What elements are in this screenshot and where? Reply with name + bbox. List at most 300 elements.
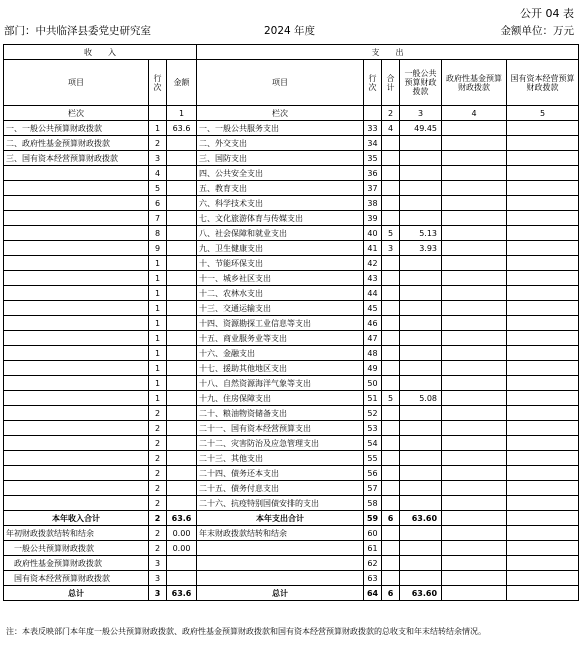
table-row	[4, 406, 579, 421]
state-capital-cell	[507, 136, 579, 151]
state-capital-cell	[507, 196, 579, 211]
table-row	[4, 301, 579, 316]
table-row	[4, 256, 579, 271]
income-item-cell	[4, 181, 149, 196]
total-cell	[382, 271, 400, 286]
table-row	[4, 166, 579, 181]
public-budget-cell	[400, 406, 442, 421]
income-amount-cell	[167, 301, 197, 316]
gov-fund-cell	[442, 511, 507, 526]
expense-rowno-cell: 63	[364, 571, 382, 586]
gov-fund-cell	[442, 571, 507, 586]
income-item-cell	[4, 496, 149, 511]
income-rowno-cell: 2	[149, 421, 167, 436]
table-row	[4, 361, 579, 376]
public-budget-cell	[400, 376, 442, 391]
income-item-cell: 政府性基金预算财政拨款	[4, 556, 149, 571]
public-budget-cell	[400, 556, 442, 571]
income-amount-cell: 63.6	[167, 121, 197, 136]
gov-fund-cell	[442, 586, 507, 601]
expense-item-cell: 十二、农林水支出	[197, 286, 364, 301]
income-amount-cell	[167, 316, 197, 331]
income-rowno-cell: 6	[149, 196, 167, 211]
income-item-cell	[4, 196, 149, 211]
public-budget-cell	[400, 136, 442, 151]
income-item-cell	[4, 256, 149, 271]
total-cell	[382, 316, 400, 331]
income-rowno-cell: 1	[149, 331, 167, 346]
expense-item-cell: 十一、城乡社区支出	[197, 271, 364, 286]
index-5: 5	[507, 106, 579, 121]
table-row	[4, 481, 579, 496]
public-budget-cell: 3.93	[400, 241, 442, 256]
expense-group-header: 支 出	[197, 45, 579, 60]
gov-fund-cell	[442, 421, 507, 436]
state-capital-cell	[507, 406, 579, 421]
table-row	[4, 286, 579, 301]
gov-fund-cell	[442, 481, 507, 496]
expense-rowno-cell: 37	[364, 181, 382, 196]
income-amount-cell	[167, 286, 197, 301]
total-cell	[382, 256, 400, 271]
income-amount-cell	[167, 166, 197, 181]
expense-rowno-cell: 44	[364, 286, 382, 301]
total-cell: 5	[382, 226, 400, 241]
total-cell	[382, 526, 400, 541]
income-amount-cell: 0.00	[167, 526, 197, 541]
income-item-cell	[4, 166, 149, 181]
expense-rowno-cell: 62	[364, 556, 382, 571]
income-rowno-cell: 1	[149, 376, 167, 391]
income-rowno-cell: 7	[149, 211, 167, 226]
expense-rowno-cell: 60	[364, 526, 382, 541]
table-row	[4, 511, 579, 526]
expense-rowno-cell: 46	[364, 316, 382, 331]
income-rowno-cell: 5	[149, 181, 167, 196]
state-capital-cell	[507, 361, 579, 376]
state-capital-cell	[507, 436, 579, 451]
table-row	[4, 271, 579, 286]
total-cell	[382, 571, 400, 586]
income-rowno-cell: 2	[149, 541, 167, 556]
state-capital-cell	[507, 451, 579, 466]
public-budget-cell	[400, 346, 442, 361]
income-rowno-cell: 3	[149, 151, 167, 166]
income-item-cell	[4, 271, 149, 286]
income-rowno-header: 行次	[149, 60, 167, 106]
total-cell	[382, 331, 400, 346]
expense-rowno-cell: 39	[364, 211, 382, 226]
expense-item-cell: 本年支出合计	[197, 511, 364, 526]
state-capital-cell	[507, 121, 579, 136]
income-item-cell	[4, 286, 149, 301]
expense-rowno-cell: 58	[364, 496, 382, 511]
public-budget-cell: 63.60	[400, 511, 442, 526]
expense-item-cell: 总计	[197, 586, 364, 601]
income-rowno-cell: 3	[149, 571, 167, 586]
income-rowno-cell: 9	[149, 241, 167, 256]
gov-fund-cell	[442, 346, 507, 361]
public-budget-cell	[400, 286, 442, 301]
income-amount-cell: 0.00	[167, 541, 197, 556]
income-rowno-cell: 1	[149, 121, 167, 136]
gov-fund-cell	[442, 466, 507, 481]
income-amount-cell	[167, 181, 197, 196]
expense-item-cell: 十三、交通运输支出	[197, 301, 364, 316]
gov-fund-cell	[442, 226, 507, 241]
income-amount-cell	[167, 361, 197, 376]
gov-fund-cell	[442, 451, 507, 466]
expense-item-cell	[197, 571, 364, 586]
total-cell	[382, 466, 400, 481]
income-rowno-cell: 1	[149, 256, 167, 271]
income-amount-cell	[167, 226, 197, 241]
income-item-cell: 一、一般公共预算财政拨款	[4, 121, 149, 136]
expense-item-cell: 二十五、债务付息支出	[197, 481, 364, 496]
table-row	[4, 556, 579, 571]
gov-fund-cell	[442, 541, 507, 556]
public-budget-cell: 63.60	[400, 586, 442, 601]
expense-rowno-cell: 55	[364, 451, 382, 466]
public-budget-cell	[400, 541, 442, 556]
public-budget-cell	[400, 481, 442, 496]
state-capital-cell	[507, 391, 579, 406]
expense-item-cell: 十九、住房保障支出	[197, 391, 364, 406]
expense-item-cell: 二十三、其他支出	[197, 451, 364, 466]
index-label-income: 栏次	[4, 106, 149, 121]
table-row	[4, 451, 579, 466]
income-amount-cell: 63.6	[167, 586, 197, 601]
total-cell	[382, 301, 400, 316]
state-capital-cell	[507, 586, 579, 601]
income-amount-cell	[167, 571, 197, 586]
public-budget-cell	[400, 316, 442, 331]
expense-item-cell: 六、科学技术支出	[197, 196, 364, 211]
income-item-cell	[4, 316, 149, 331]
expense-item-cell: 八、社会保障和就业支出	[197, 226, 364, 241]
table-row	[4, 196, 579, 211]
gov-fund-cell	[442, 526, 507, 541]
expense-item-cell: 十七、援助其他地区支出	[197, 361, 364, 376]
total-header: 合计	[382, 60, 400, 106]
expense-item-cell: 十、节能环保支出	[197, 256, 364, 271]
income-amount-cell	[167, 241, 197, 256]
income-rowno-cell: 2	[149, 406, 167, 421]
public-budget-cell: 5.13	[400, 226, 442, 241]
income-item-cell	[4, 241, 149, 256]
income-amount-cell	[167, 436, 197, 451]
state-capital-cell	[507, 166, 579, 181]
total-cell	[382, 361, 400, 376]
gov-fund-cell	[442, 196, 507, 211]
total-cell	[382, 481, 400, 496]
public-budget-cell	[400, 196, 442, 211]
expense-rowno-cell: 61	[364, 541, 382, 556]
expense-rowno-cell: 38	[364, 196, 382, 211]
income-amount-cell	[167, 211, 197, 226]
gov-fund-cell	[442, 271, 507, 286]
table-row	[4, 436, 579, 451]
public-budget-cell	[400, 256, 442, 271]
total-cell	[382, 286, 400, 301]
public-budget-cell	[400, 466, 442, 481]
income-item-cell: 三、国有资本经营预算财政拨款	[4, 151, 149, 166]
index-4: 4	[442, 106, 507, 121]
expense-rowno-cell: 47	[364, 331, 382, 346]
income-item-cell	[4, 406, 149, 421]
income-rowno-cell: 2	[149, 466, 167, 481]
table-row	[4, 346, 579, 361]
gov-fund-cell	[442, 121, 507, 136]
public-budget-cell	[400, 436, 442, 451]
income-rowno-cell: 1	[149, 316, 167, 331]
state-capital-cell	[507, 421, 579, 436]
public-budget-cell	[400, 151, 442, 166]
income-item-cell: 总计	[4, 586, 149, 601]
state-capital-cell	[507, 376, 579, 391]
public-budget-cell	[400, 271, 442, 286]
index-1: 1	[167, 106, 197, 121]
public-budget-cell	[400, 331, 442, 346]
table-row	[4, 421, 579, 436]
expense-rowno-cell: 42	[364, 256, 382, 271]
public-budget-cell	[400, 571, 442, 586]
table-row	[4, 541, 579, 556]
state-capital-cell	[507, 226, 579, 241]
income-amount-cell	[167, 151, 197, 166]
table-row	[4, 466, 579, 481]
expense-rowno-header: 行次	[364, 60, 382, 106]
total-cell	[382, 556, 400, 571]
expense-item-cell: 十六、金融支出	[197, 346, 364, 361]
table-row	[4, 571, 579, 586]
income-rowno-cell: 2	[149, 451, 167, 466]
gov-fund-header: 政府性基金预算财政拨款	[442, 60, 507, 106]
gov-fund-cell	[442, 406, 507, 421]
gov-fund-cell	[442, 391, 507, 406]
gov-fund-cell	[442, 376, 507, 391]
income-item-cell	[4, 331, 149, 346]
income-item-cell	[4, 361, 149, 376]
state-capital-cell	[507, 271, 579, 286]
state-capital-cell	[507, 331, 579, 346]
expense-rowno-cell: 64	[364, 586, 382, 601]
table-row	[4, 496, 579, 511]
table-row	[4, 136, 579, 151]
income-amount-cell	[167, 406, 197, 421]
state-capital-cell	[507, 151, 579, 166]
expense-item-cell: 十五、商业服务业等支出	[197, 331, 364, 346]
income-amount-cell	[167, 496, 197, 511]
income-amount-cell	[167, 256, 197, 271]
income-rowno-cell: 2	[149, 526, 167, 541]
income-rowno-cell: 1	[149, 361, 167, 376]
state-capital-cell	[507, 211, 579, 226]
income-rowno-cell: 3	[149, 556, 167, 571]
income-rowno-cell: 3	[149, 586, 167, 601]
expense-item-cell: 二十六、抗疫特别国债安排的支出	[197, 496, 364, 511]
expense-rowno-cell: 51	[364, 391, 382, 406]
budget-table	[3, 44, 579, 601]
gov-fund-cell	[442, 166, 507, 181]
expense-item-cell: 年末财政拨款结转和结余	[197, 526, 364, 541]
income-item-cell	[4, 376, 149, 391]
income-amount-cell	[167, 556, 197, 571]
income-item-cell	[4, 466, 149, 481]
income-rowno-cell: 2	[149, 136, 167, 151]
public-budget-cell	[400, 301, 442, 316]
expense-item-cell: 二十二、灾害防治及应急管理支出	[197, 436, 364, 451]
index-3: 3	[400, 106, 442, 121]
income-item-cell: 一般公共预算财政拨款	[4, 541, 149, 556]
public-budget-header: 一般公共预算财政拨款	[400, 60, 442, 106]
gov-fund-cell	[442, 361, 507, 376]
total-cell	[382, 166, 400, 181]
table-row	[4, 151, 579, 166]
total-cell	[382, 211, 400, 226]
public-budget-cell	[400, 181, 442, 196]
income-item-cell: 本年收入合计	[4, 511, 149, 526]
state-capital-cell	[507, 511, 579, 526]
income-item-cell	[4, 346, 149, 361]
expense-rowno-cell: 40	[364, 226, 382, 241]
state-capital-cell	[507, 496, 579, 511]
total-cell	[382, 451, 400, 466]
public-budget-cell	[400, 451, 442, 466]
expense-rowno-cell: 59	[364, 511, 382, 526]
income-rowno-cell: 1	[149, 346, 167, 361]
income-amount-cell	[167, 481, 197, 496]
total-cell	[382, 376, 400, 391]
expense-rowno-cell: 53	[364, 421, 382, 436]
gov-fund-cell	[442, 331, 507, 346]
gov-fund-cell	[442, 286, 507, 301]
table-row	[4, 241, 579, 256]
total-cell: 3	[382, 241, 400, 256]
total-cell	[382, 136, 400, 151]
income-item-cell	[4, 226, 149, 241]
income-amount-header: 金额	[167, 60, 197, 106]
income-rowno-cell: 4	[149, 166, 167, 181]
public-budget-cell: 49.45	[400, 121, 442, 136]
income-amount-cell	[167, 346, 197, 361]
gov-fund-cell	[442, 556, 507, 571]
state-capital-cell	[507, 256, 579, 271]
expense-rowno-cell: 54	[364, 436, 382, 451]
index-2: 2	[382, 106, 400, 121]
expense-rowno-cell: 33	[364, 121, 382, 136]
table-row	[4, 211, 579, 226]
gov-fund-cell	[442, 301, 507, 316]
expense-rowno-cell: 41	[364, 241, 382, 256]
table-row	[4, 331, 579, 346]
expense-rowno-cell: 49	[364, 361, 382, 376]
income-item-cell: 年初财政拨款结转和结余	[4, 526, 149, 541]
state-capital-cell	[507, 181, 579, 196]
expense-item-cell	[197, 541, 364, 556]
footnote: 注：本表反映部门本年度一般公共预算财政拨款、政府性基金预算财政拨款和国有资本经营预算财政拨款的总收支和年末结转结余情况。	[6, 627, 486, 636]
income-group-header: 收 入	[4, 45, 197, 60]
expense-rowno-cell: 50	[364, 376, 382, 391]
gov-fund-cell	[442, 316, 507, 331]
table-row	[4, 376, 579, 391]
expense-rowno-cell: 35	[364, 151, 382, 166]
gov-fund-cell	[442, 436, 507, 451]
gov-fund-cell	[442, 151, 507, 166]
public-budget-cell	[400, 421, 442, 436]
total-cell	[382, 496, 400, 511]
income-item-cell: 国有资本经营预算财政拨款	[4, 571, 149, 586]
total-cell: 6	[382, 511, 400, 526]
income-amount-cell	[167, 451, 197, 466]
income-rowno-cell: 2	[149, 511, 167, 526]
expense-rowno-cell: 48	[364, 346, 382, 361]
gov-fund-cell	[442, 496, 507, 511]
fiscal-year: 2024 年度	[264, 25, 316, 37]
expense-item-cell: 五、教育支出	[197, 181, 364, 196]
state-capital-cell	[507, 526, 579, 541]
state-capital-cell	[507, 481, 579, 496]
income-rowno-cell: 2	[149, 496, 167, 511]
public-budget-cell	[400, 526, 442, 541]
income-amount-cell	[167, 136, 197, 151]
income-rowno-cell: 1	[149, 301, 167, 316]
state-capital-header: 国有资本经营预算财政拨款	[507, 60, 579, 106]
income-item-cell	[4, 481, 149, 496]
expense-item-cell: 十八、自然资源海洋气象等支出	[197, 376, 364, 391]
expense-rowno-cell: 56	[364, 466, 382, 481]
total-cell: 6	[382, 586, 400, 601]
state-capital-cell	[507, 571, 579, 586]
income-rowno-cell: 2	[149, 436, 167, 451]
index-row	[4, 106, 579, 121]
group-header-row	[4, 45, 579, 60]
report-header	[4, 23, 578, 38]
income-amount-cell: 63.6	[167, 511, 197, 526]
public-budget-cell	[400, 211, 442, 226]
total-cell	[382, 196, 400, 211]
income-item-cell: 二、政府性基金预算财政拨款	[4, 136, 149, 151]
public-budget-cell	[400, 166, 442, 181]
income-rowno-cell: 1	[149, 391, 167, 406]
amount-unit: 金额单位：万元	[500, 25, 574, 37]
expense-rowno-cell: 36	[364, 166, 382, 181]
table-row	[4, 226, 579, 241]
expense-item-cell: 七、文化旅游体育与传媒支出	[197, 211, 364, 226]
total-cell: 5	[382, 391, 400, 406]
table-row	[4, 526, 579, 541]
income-amount-cell	[167, 421, 197, 436]
total-cell	[382, 346, 400, 361]
income-rowno-cell: 1	[149, 286, 167, 301]
expense-item-cell: 十四、资源勘探工业信息等支出	[197, 316, 364, 331]
income-amount-cell	[167, 196, 197, 211]
expense-item-cell: 三、国防支出	[197, 151, 364, 166]
income-rowno-cell: 1	[149, 271, 167, 286]
gov-fund-cell	[442, 136, 507, 151]
expense-item-cell: 二、外交支出	[197, 136, 364, 151]
state-capital-cell	[507, 346, 579, 361]
expense-rowno-cell: 43	[364, 271, 382, 286]
income-amount-cell	[167, 376, 197, 391]
table-row	[4, 316, 579, 331]
expense-item-cell: 二十、粮油物资储备支出	[197, 406, 364, 421]
income-amount-cell	[167, 271, 197, 286]
form-code: 公开 04 表	[520, 7, 574, 20]
state-capital-cell	[507, 316, 579, 331]
state-capital-cell	[507, 541, 579, 556]
state-capital-cell	[507, 241, 579, 256]
